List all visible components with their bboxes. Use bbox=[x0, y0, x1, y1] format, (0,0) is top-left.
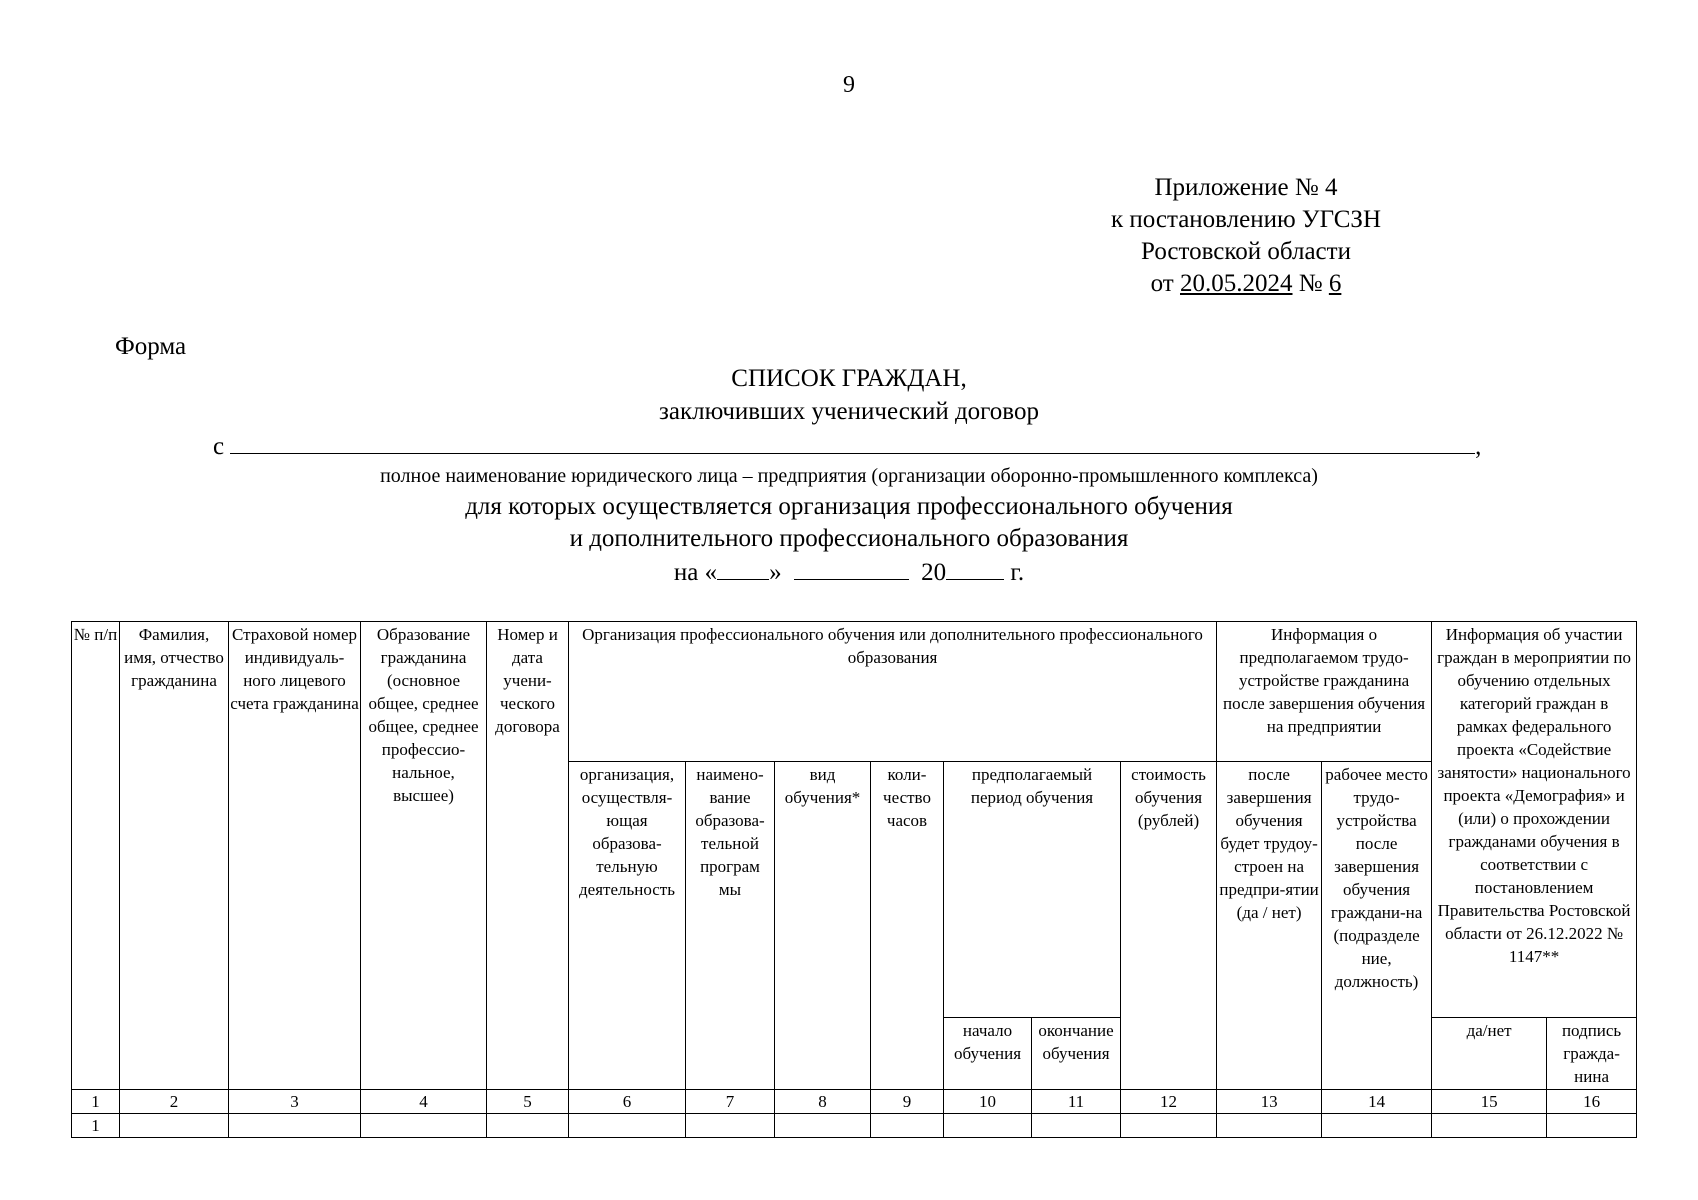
header-full-name: Фамилия, имя, отчество гражданина bbox=[120, 622, 229, 1090]
table-cell bbox=[487, 1114, 569, 1138]
header-contract: Номер и дата учени-ческого договора bbox=[487, 622, 569, 1090]
row-number: 1 bbox=[72, 1114, 120, 1138]
column-number: 14 bbox=[1322, 1090, 1432, 1114]
day-blank bbox=[717, 557, 769, 580]
header-number: № п/п bbox=[72, 622, 120, 1090]
appendix-number-prefix: № bbox=[1298, 270, 1323, 297]
purpose-line-1: для которых осуществляется организация профессионального обучения bbox=[465, 493, 1233, 520]
table-cell bbox=[775, 1114, 871, 1138]
organization-line bbox=[213, 431, 1513, 461]
header-demography-group: Информация об участии граждан в мероприятии по обучению отдельных категорий граждан в рамках федерального проекта «Содействие занятости» национального проекта «Демография» и (или) о прохождении гражданами обучения в соответствии с постановлением Правительства Ростовской области от 26.12.2022 № 1147** bbox=[1432, 622, 1637, 1018]
column-number: 4 bbox=[361, 1090, 487, 1114]
header-end: окончание обучения bbox=[1032, 1018, 1121, 1090]
table-cell bbox=[569, 1114, 686, 1138]
table-cell bbox=[1322, 1114, 1432, 1138]
table-cell bbox=[871, 1114, 944, 1138]
year-prefix: 20 bbox=[921, 559, 947, 586]
table-cell bbox=[1217, 1114, 1322, 1138]
header-row-1 bbox=[72, 622, 1637, 762]
appendix-header bbox=[1046, 172, 1446, 300]
appendix-date-prefix: от bbox=[1150, 270, 1174, 297]
appendix-line-2: к постановлению УГСЗН bbox=[1110, 206, 1381, 233]
organization-blank bbox=[230, 431, 1475, 454]
column-number: 10 bbox=[944, 1090, 1032, 1114]
column-number: 9 bbox=[871, 1090, 944, 1114]
table-row bbox=[72, 1114, 1637, 1138]
column-number: 16 bbox=[1547, 1090, 1637, 1114]
header-education: Образование гражданина (основное общее, среднее общее, среднее профессио-нальное, высшее) bbox=[361, 622, 487, 1090]
column-number: 15 bbox=[1432, 1090, 1547, 1114]
column-number: 13 bbox=[1217, 1090, 1322, 1114]
table-cell bbox=[686, 1114, 775, 1138]
appendix-line-1: Приложение № 4 bbox=[1154, 174, 1338, 201]
header-training-type: вид обучения* bbox=[775, 762, 871, 1090]
page-number: 9 bbox=[843, 72, 855, 98]
header-insurance-number: Страховой номер индивидуаль-ного лицевого счета гражданина bbox=[229, 622, 361, 1090]
table-cell bbox=[1547, 1114, 1637, 1138]
appendix-number: 6 bbox=[1328, 270, 1342, 297]
document-subtitle: заключивших ученический договор bbox=[659, 398, 1039, 425]
header-program: наимено-вание образова-тельной програм мы bbox=[686, 762, 775, 1090]
table-cell bbox=[1032, 1114, 1121, 1138]
header-period-group: предполагаемый период обучения bbox=[944, 762, 1121, 1018]
header-hours: коли-чество часов bbox=[871, 762, 944, 1090]
form-label: Форма bbox=[115, 333, 187, 360]
purpose-line-2: и дополнительного профессионального образования bbox=[569, 525, 1129, 552]
header-employment-group: Информация о предполагаемом трудо-устройстве гражданина после завершения обучения на предприятии bbox=[1217, 622, 1432, 762]
table-cell bbox=[1432, 1114, 1547, 1138]
column-number: 1 bbox=[72, 1090, 120, 1114]
organization-suffix: , bbox=[1475, 433, 1482, 460]
header-organization: организация, осуществля-ющая образова-тельную деятельность bbox=[569, 762, 686, 1090]
column-number: 8 bbox=[775, 1090, 871, 1114]
header-employed: после завершения обучения будет трудоу-строен на предпри-ятии (да / нет) bbox=[1217, 762, 1322, 1090]
appendix-date: 20.05.2024 bbox=[1180, 270, 1293, 297]
year-blank bbox=[946, 557, 1004, 580]
organization-hint: полное наименование юридического лица – предприятия (организации оборонно-промышленного комплекса) bbox=[380, 465, 1318, 487]
column-number-row bbox=[72, 1090, 1637, 1114]
header-signature: подпись гражда-нина bbox=[1547, 1018, 1637, 1090]
header-training-group: Организация профессионального обучения или дополнительного профессионального образования bbox=[569, 622, 1217, 762]
table-cell bbox=[361, 1114, 487, 1138]
date-mid: » bbox=[769, 559, 782, 586]
column-number: 5 bbox=[487, 1090, 569, 1114]
column-number: 6 bbox=[569, 1090, 686, 1114]
report-date-line bbox=[0, 557, 1698, 587]
appendix-date-line bbox=[1046, 268, 1446, 300]
document-title: СПИСОК ГРАЖДАН, bbox=[731, 365, 967, 392]
header-participation: да/нет bbox=[1432, 1018, 1547, 1090]
date-prefix: на « bbox=[673, 559, 718, 586]
column-number: 11 bbox=[1032, 1090, 1121, 1114]
column-number: 12 bbox=[1121, 1090, 1217, 1114]
header-workplace: рабочее место трудо-устройства после завершения обучения граждани-на (подразделе ние, должность) bbox=[1322, 762, 1432, 1090]
header-start: начало обучения bbox=[944, 1018, 1032, 1090]
table-cell bbox=[1121, 1114, 1217, 1138]
column-number: 7 bbox=[686, 1090, 775, 1114]
column-number: 3 bbox=[229, 1090, 361, 1114]
table-cell bbox=[120, 1114, 229, 1138]
appendix-line-3: Ростовской области bbox=[1141, 238, 1351, 265]
header-cost: стоимость обучения (рублей) bbox=[1121, 762, 1217, 1090]
year-suffix: г. bbox=[1010, 559, 1025, 586]
month-blank bbox=[794, 557, 909, 580]
citizens-list-table bbox=[71, 621, 1637, 1138]
table-cell bbox=[229, 1114, 361, 1138]
column-number: 2 bbox=[120, 1090, 229, 1114]
table-cell bbox=[944, 1114, 1032, 1138]
organization-prefix: с bbox=[213, 433, 225, 460]
